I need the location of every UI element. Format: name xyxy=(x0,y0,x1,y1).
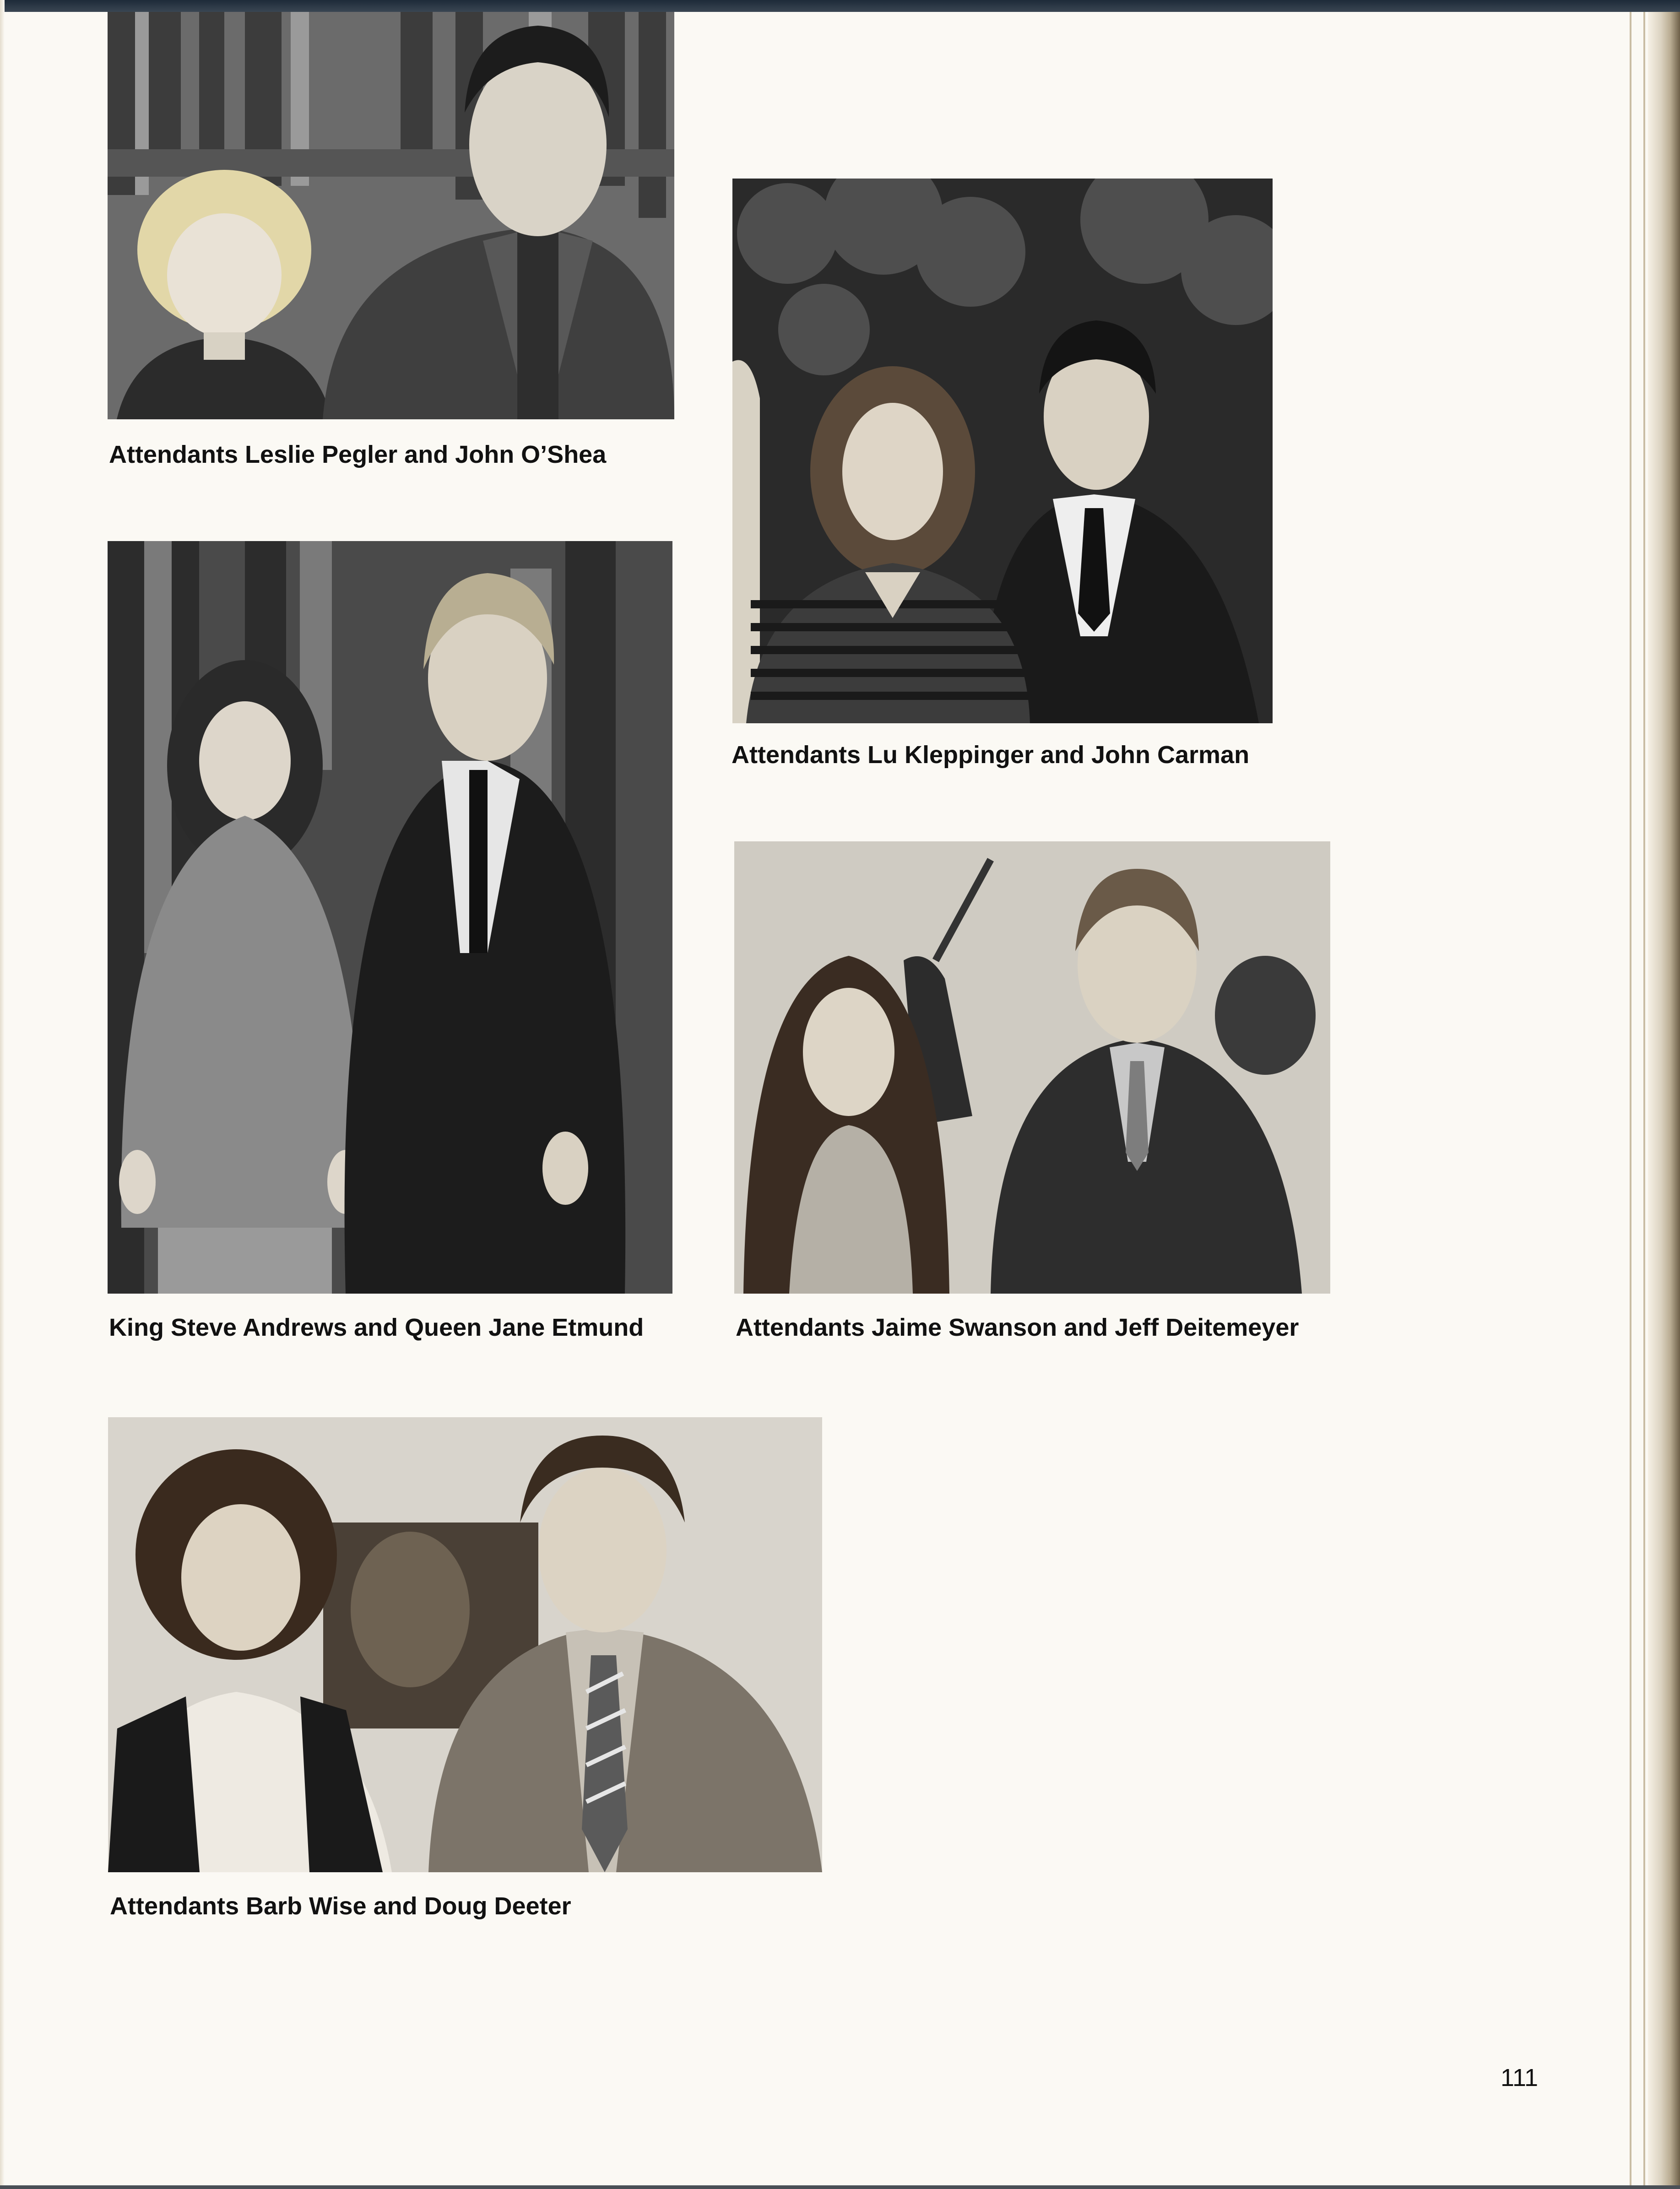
photo-image xyxy=(108,541,672,1294)
caption-photo-2: Attendants Lu Kleppinger and John Carman xyxy=(732,741,1250,769)
caption-photo-1: Attendants Leslie Pegler and John O’Shea xyxy=(109,441,607,468)
caption-photo-3: King Steve Andrews and Queen Jane Etmund xyxy=(109,1314,644,1341)
binding-line xyxy=(1643,12,1645,2189)
binding-line xyxy=(1630,12,1631,2189)
book-binding xyxy=(1648,12,1680,2189)
photo-image xyxy=(734,841,1330,1294)
photo-image xyxy=(732,179,1273,723)
page-number: 111 xyxy=(1501,2064,1539,2091)
photo-image xyxy=(108,1417,822,1872)
caption-photo-5: Attendants Barb Wise and Doug Deeter xyxy=(110,1892,571,1920)
photo-image xyxy=(108,12,674,419)
caption-photo-4: Attendants Jaime Swanson and Jeff Deitemeyer xyxy=(736,1314,1299,1341)
photo-leslie-pegler-john-oshea xyxy=(108,12,674,419)
photo-lu-kleppinger-john-carman xyxy=(732,179,1273,723)
photo-jaime-swanson-jeff-deitemeyer xyxy=(734,841,1330,1294)
photo-barb-wise-doug-deeter xyxy=(108,1417,822,1872)
page-left-edge xyxy=(0,0,5,2189)
page-top-edge xyxy=(0,0,1680,12)
page-bottom-edge xyxy=(0,2185,1680,2189)
photo-king-steve-andrews-queen-jane-etmund xyxy=(108,541,672,1294)
